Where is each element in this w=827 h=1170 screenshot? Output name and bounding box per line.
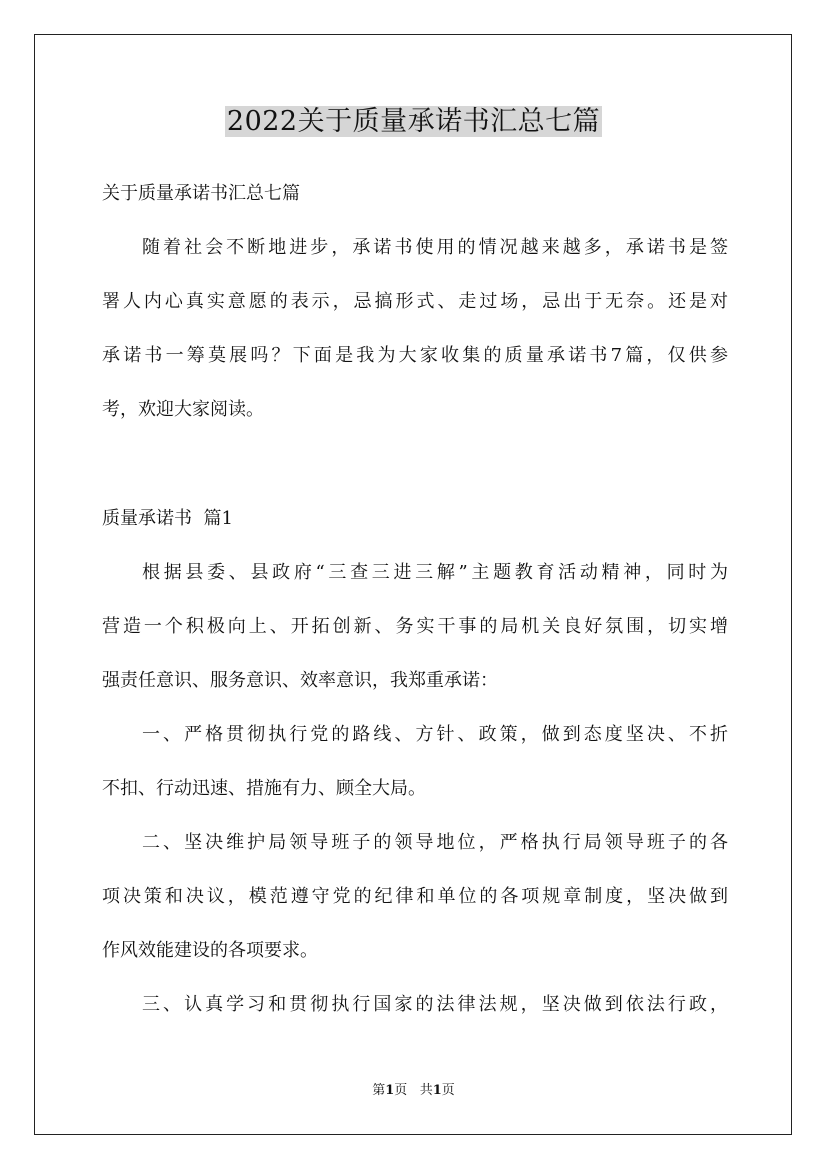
intro-line-2: 署人内心真实意愿的表示，忌搞形式、走过场，忌出于无奈。还是对: [102, 291, 728, 312]
footer-prefix: 第: [372, 1083, 386, 1098]
document-subtitle: 关于质量承诺书汇总七篇: [102, 183, 300, 204]
intro-line-1: 随着社会不断地进步，承诺书使用的情况越来越多，承诺书是签: [142, 237, 728, 258]
footer-total-suffix: 页: [441, 1083, 455, 1098]
footer-total-prefix: 共: [419, 1083, 433, 1098]
body-line-7: 项决策和决议，模范遵守党的纪律和单位的各项规章制度，坚决做到: [102, 886, 728, 907]
intro-line-4: 考，欢迎大家阅读。: [102, 399, 264, 420]
body-line-3: 强责任意识、服务意识、效率意识，我郑重承诺：: [102, 670, 498, 691]
body-line-8: 作风效能建设的各项要求。: [102, 940, 318, 961]
body-line-4: 一、严格贯彻执行党的路线、方针、政策，做到态度坚决、不折: [142, 724, 728, 745]
body-line-1: 根据县委、县政府“三查三进三解”主题教育活动精神，同时为: [142, 562, 728, 583]
intro-line-3: 承诺书一筹莫展吗？下面是我为大家收集的质量承诺书7篇，仅供参: [102, 345, 728, 366]
footer-page-number: 1: [385, 1083, 395, 1098]
footer-total-pages: 1: [432, 1083, 442, 1098]
document-title-text: 2022关于质量承诺书汇总七篇: [226, 106, 601, 137]
footer-page-suffix: 页: [394, 1083, 408, 1098]
section-heading: 质量承诺书 篇1: [102, 508, 233, 529]
body-line-9: 三、认真学习和贯彻执行国家的法律法规，坚决做到依法行政，: [142, 994, 728, 1015]
body-line-5: 不扣、行动迅速、措施有力、顾全大局。: [102, 778, 426, 799]
document-title: [0, 102, 827, 142]
body-line-2: 营造一个积极向上、开拓创新、务实干事的局机关良好氛围，切实增: [102, 616, 728, 637]
page-footer: [0, 1082, 827, 1100]
body-line-6: 二、坚决维护局领导班子的领导地位，严格执行局领导班子的各: [142, 832, 728, 853]
